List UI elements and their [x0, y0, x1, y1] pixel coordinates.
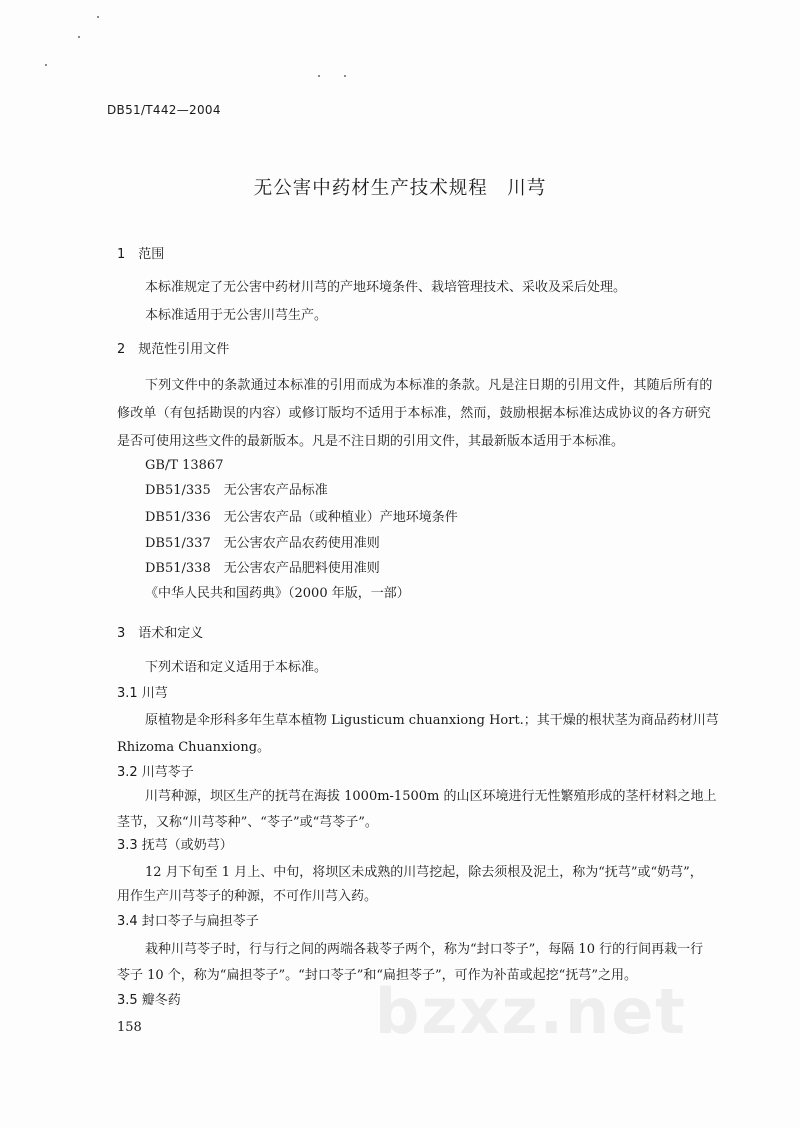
paragraph-line: 苓子 10 个，称为“扁担苓子”。“封口苓子”和“扁担苓子”，可作为补苗或起挖“抚芎”之用。: [117, 968, 637, 983]
section-heading-references: 2 规范性引用文件: [117, 342, 230, 357]
page-title: 无公害中药材生产技术规程 川芎: [253, 178, 547, 199]
scan-speck: [318, 75, 320, 77]
paragraph-line: 用作生产川芎苓子的种源，不可作川芎入药。: [117, 889, 378, 904]
document-code: DB51/T442—2004: [107, 103, 221, 117]
paragraph-line: Rhizoma Chuanxiong。: [117, 740, 271, 755]
scan-speck: [344, 75, 346, 77]
paragraph-line: 修改单（有包括勘误的内容）或修订版均不适用于本标准，然而，鼓励根据本标准达成协议的各方研究: [117, 406, 712, 421]
term-heading: 3.1 川芎: [117, 686, 168, 701]
reference-item: DB51/336 无公害农产品（或种植业）产地环境条件: [145, 510, 458, 525]
term-heading: 3.4 封口苓子与扁担苓子: [117, 914, 259, 929]
paragraph: 下列术语和定义适用于本标准。: [145, 660, 328, 675]
reference-item: 《中华人民共和国药典》（2000 年版，一部）: [145, 586, 410, 601]
scan-speck: [45, 64, 47, 66]
scan-speck: [78, 36, 80, 38]
scan-speck: [97, 16, 99, 18]
reference-item: DB51/338 无公害农产品肥料使用准则: [145, 561, 380, 576]
paragraph-line: 栽种川芎苓子时，行与行之间的两端各栽苓子两个，称为“封口苓子”，每隔 10 行的行间再栽一行: [145, 942, 704, 957]
term-heading: 3.3 抚芎（或奶芎）: [117, 838, 233, 853]
paragraph-line: 是否可使用这些文件的最新版本。凡是不注日期的引用文件，其最新版本适用于本标准。: [117, 434, 625, 449]
reference-item: GB/T 13867: [145, 458, 224, 473]
paragraph-line: 川芎种源，坝区生产的抚芎在海拔 1000m-1500m 的山区环境进行无性繁殖形成的茎杆材料之地上: [145, 789, 717, 804]
term-heading: 3.2 川芎苓子: [117, 765, 194, 780]
reference-item: DB51/335 无公害农产品标准: [145, 483, 328, 498]
page-number: 158: [117, 1020, 142, 1035]
paragraph-line: 下列文件中的条款通过本标准的引用而成为本标准的条款。凡是注日期的引用文件，其随后所有的: [145, 378, 713, 393]
section-heading-terms: 3 语术和定义: [117, 626, 204, 641]
section-heading-scope: 1 范围: [117, 247, 165, 262]
paragraph-line: 茎节，又称“川芎苓种”、“苓子”或“芎苓子”。: [117, 815, 378, 830]
paragraph-line: 12 月下旬至 1 月上、中旬，将坝区未成熟的川芎挖起，除去须根及泥土，称为“抚芎”或“奶芎”，: [145, 865, 703, 880]
term-heading: 3.5 瓣冬药: [117, 993, 181, 1008]
watermark: bzxz.net: [375, 975, 687, 1048]
reference-item: DB51/337 无公害农产品农药使用准则: [145, 536, 380, 551]
paragraph: 本标准规定了无公害中药材川芎的产地环境条件、栽培管理技术、采收及采后处理。: [145, 280, 627, 295]
paragraph: 本标准适用于无公害川芎生产。: [145, 308, 328, 323]
paragraph-line: 原植物是伞形科多年生草本植物 Ligusticum chuanxiong Hort.；其干燥的根状茎为商品药材川芎: [145, 713, 719, 728]
